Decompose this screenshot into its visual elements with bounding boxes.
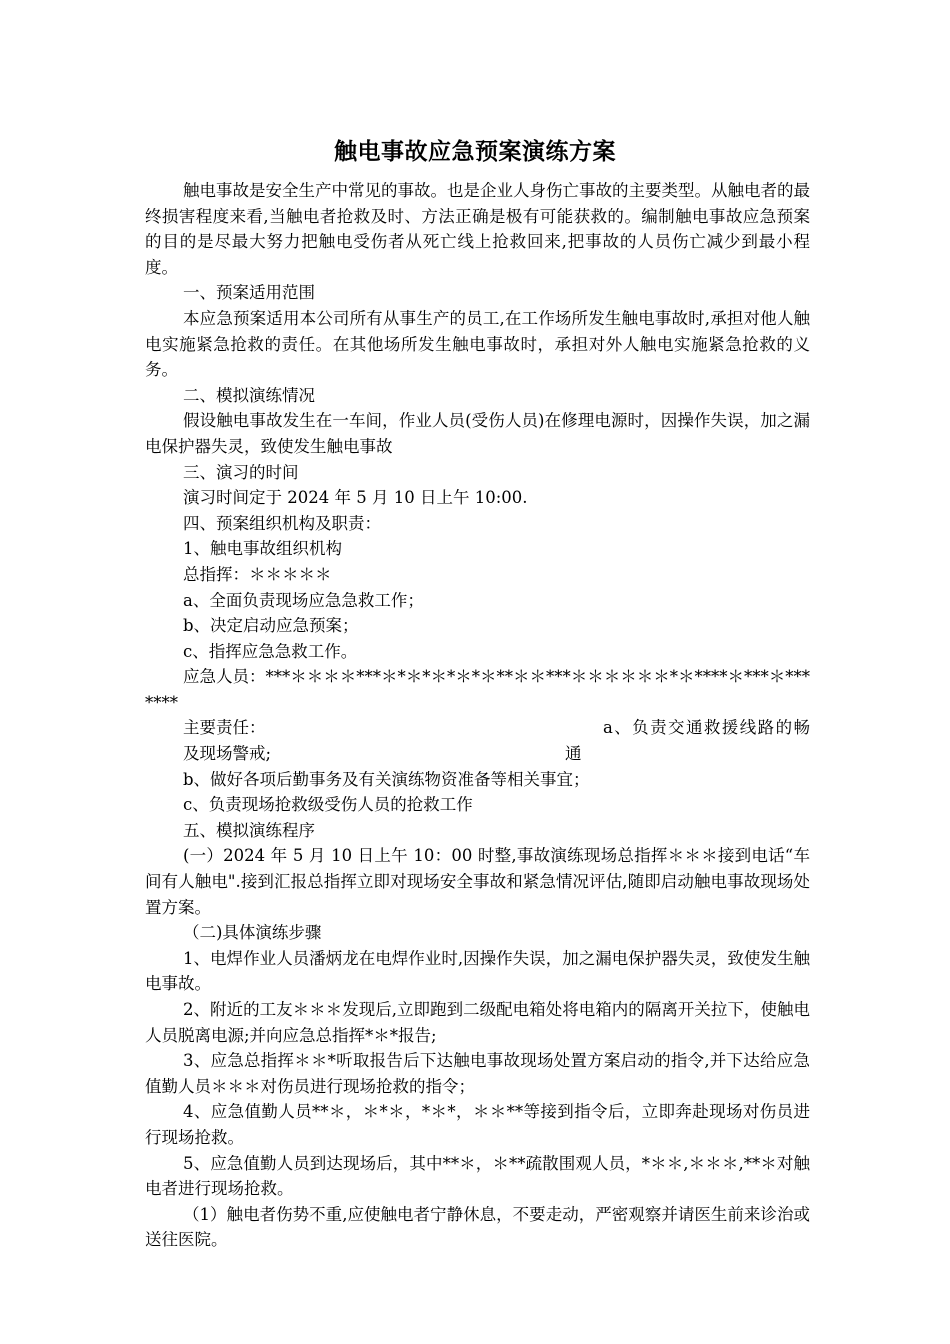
paragraph-scope: 本应急预案适用本公司所有从事生产的员工,在工作场所发生触电事故时,承担对他人触电实施紧急抢救的责任。在其他场所发生触电事故时，承担对外人触电实施紧急抢救的义务。: [145, 308, 810, 380]
emergency-staff-line: 应急人员：***＊＊＊＊***＊*＊*＊*＊*＊**＊＊***＊＊＊＊＊＊*＊****＊***＊*******: [145, 667, 810, 712]
step-3: 3、应急总指挥＊＊*听取报告后下达触电事故现场处置方案启动的指令,并下达给应急值勤人员＊＊＊对伤员进行现场抢救的指令；: [145, 1051, 810, 1096]
document-title: 触电事故应急预案演练方案: [334, 139, 616, 165]
commander-line: 总指挥：＊＊＊＊＊: [183, 564, 332, 584]
paragraph-scenario: 假设触电事故发生在一车间，作业人员(受伤人员)在修理电源时，因操作失误，加之漏电保护器失灵，致使发生触电事故: [145, 411, 810, 456]
responsibility-b: b、做好各项后勤事务及有关演练物资准备等相关事宜；: [183, 769, 590, 789]
duty-a: a、全面负责现场应急急救工作；: [183, 590, 424, 610]
section-heading-procedure: 五、模拟演练程序: [183, 820, 315, 840]
subheading-organization: 1、触电事故组织机构: [183, 539, 342, 559]
paragraph-intro: 触电事故是安全生产中常见的事故。也是企业人身伤亡事故的主要类型。从触电者的最终损害程度来看,当触电者抢救及时、方法正确是极有可能获救的。编制触电事故应急预案的目的是尽最大努力把触电受伤者从死亡线上抢救回来,把事故的人员伤亡减少到最小程度。: [145, 181, 810, 277]
responsibility-a-cont: 及现场警戒;: [183, 744, 272, 764]
step-2: 2、附近的工友＊＊＊发现后,立即跑到二级配电箱处将电箱内的隔离开关拉下，使触电人员脱离电源;并向应急总指挥*＊*报告;: [145, 1000, 810, 1045]
step-5: 5、应急值勤人员到达现场后，其中**＊，＊**疏散围观人员，*＊＊,＊＊＊,**＊对触电者进行现场抢救。: [145, 1153, 810, 1199]
responsibility-a: a、负责交通救援线路的畅通: [565, 718, 810, 764]
section-heading-scope: 一、预案适用范围: [183, 283, 315, 303]
section-heading-scenario: 二、模拟演练情况: [183, 385, 315, 405]
responsibility-label: 主要责任：: [183, 718, 266, 738]
step-1: 1、电焊作业人员潘炳龙在电焊作业时,因操作失误，加之漏电保护器失灵，致使发生触电事故。: [145, 948, 810, 994]
duty-b: b、决定启动应急预案；: [183, 616, 359, 636]
document-body: [145, 178, 810, 1253]
responsibility-c: c、负责现场抢救级受伤人员的抢救工作: [183, 795, 473, 815]
section-heading-organization: 四、预案组织机构及职责：: [183, 513, 381, 533]
subheading-steps: （二)具体演练步骤: [183, 923, 322, 943]
step-4: 4、应急值勤人员**＊，＊*＊，*＊*，＊＊**等接到指令后，立即奔赴现场对伤员进行现场抢救。: [145, 1102, 810, 1147]
paragraph-procedure-1: (一）2024 年 5 月 10 日上午 10：00 时整,事故演练现场总指挥＊＊＊接到电话“车间有人触电".接到汇报总指挥立即对现场安全事故和紧急情况评估,随即启动触电事故现场处置方案。: [145, 846, 810, 917]
paragraph-time: 演习时间定于 2024 年 5 月 10 日上午 10:00.: [183, 488, 528, 508]
section-heading-time: 三、演习的时间: [183, 462, 299, 482]
step-5-1: （1）触电者伤势不重,应使触电者宁静休息，不要走动，严密观察并请医生前来诊治或送往医院。: [145, 1204, 810, 1250]
duty-c: c、指挥应急急救工作。: [183, 641, 358, 661]
